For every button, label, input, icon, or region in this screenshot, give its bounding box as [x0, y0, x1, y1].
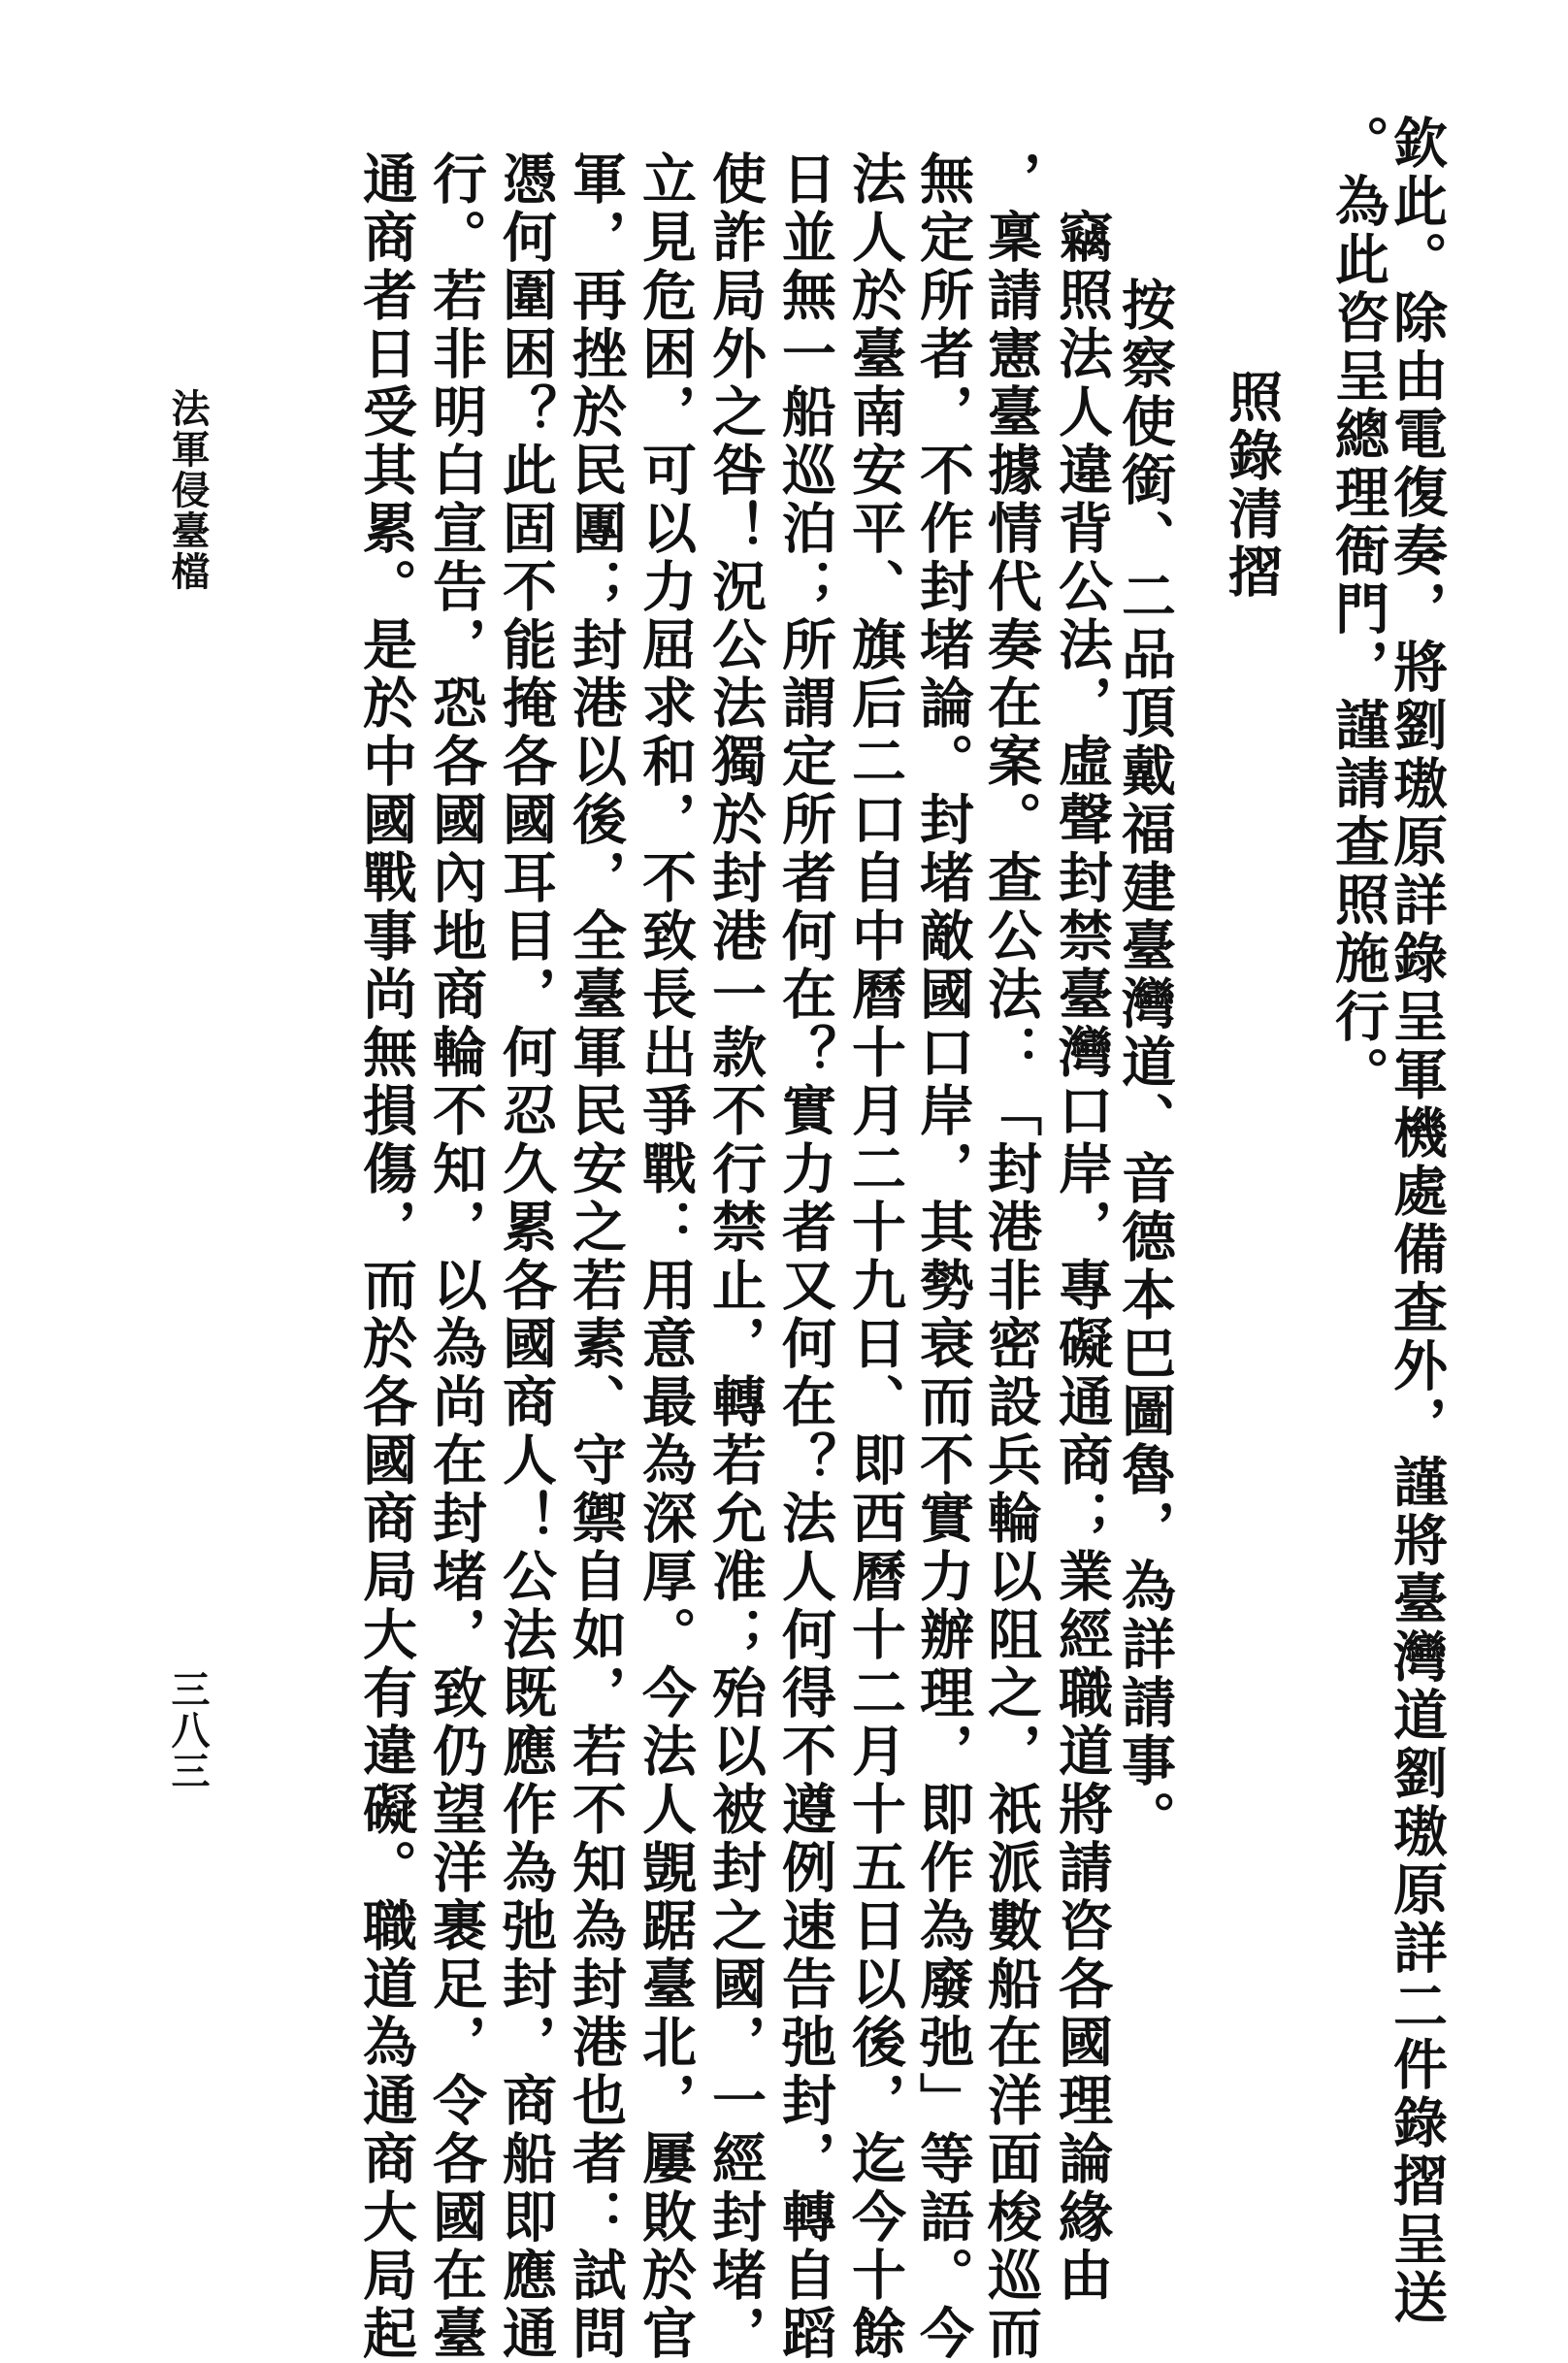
page-number: 三八三 — [165, 1669, 211, 1791]
text-column-6: ，稟請憲臺據情代奏在案。查公法：「封港非密設兵輪以阻之，祇派數船在洋面梭巡而 — [979, 150, 1043, 2363]
book-title: 法軍侵臺檔 — [165, 388, 211, 592]
text-column-2: 。為此咨呈總理衙門，謹請查照施行。 — [1326, 115, 1390, 1104]
text-column-13: 憑何圍困？此固不能掩各國耳目，何忍久累各國商人！公法既應作為弛封，商船即應通 — [494, 150, 558, 2363]
text-column-9: 日並無一船巡泊；所謂定所者何在？實力者又何在？法人何得不遵例速告弛封，轉自蹈 — [773, 150, 837, 2363]
text-column-15: 通商者日受其累。是於中國戰事尚無損傷，而於各國商局大有違礙。職道為通商大局起 — [354, 150, 418, 2363]
text-column-8: 法人於臺南安平、旗后二口自中曆十月二十九日、即西曆十二月十五日以後，迄今十餘 — [843, 150, 907, 2363]
text-column-10: 使詐局外之咎！況公法獨於封港一款不行禁止，轉若允准；殆以被封之國，一經封堵， — [703, 150, 768, 2363]
text-column-14: 行。若非明白宣告，恐各國內地商輪不知，以為尚在封堵，致仍望洋裹足，令各國在臺 — [424, 150, 488, 2363]
text-column-12: 軍，再挫於民團；封港以後，全臺軍民安之若素、守禦自如，若不知為封港也者：試問 — [564, 150, 628, 2363]
text-column-7: 無定所者，不作封堵論。封堵敵國口岸，其勢衰而不實力辦理，即作為廢弛」等語。今 — [911, 150, 975, 2363]
text-column-11: 立見危困，可以力屈求和，不致長出爭戰：用意最為深厚。今法人覬踞臺北，屢敗於官 — [634, 150, 698, 2363]
text-column-1: 欽此。除由電復奏，將劉璈原詳錄呈軍機處備查外，謹將臺灣道劉璈原詳二件錄摺呈送 — [1385, 115, 1449, 2327]
text-column-5: 竊照法人違背公法，虛聲封禁臺灣口岸，專礙通商；業經職道將請咨各國理論緣由 — [1050, 209, 1114, 2305]
section-title: 照錄清摺 — [1220, 369, 1284, 602]
text-column-4: 按察使銜、二品頂戴福建臺灣道、音德本巴圖魯，為詳請事。 — [1113, 277, 1177, 1849]
